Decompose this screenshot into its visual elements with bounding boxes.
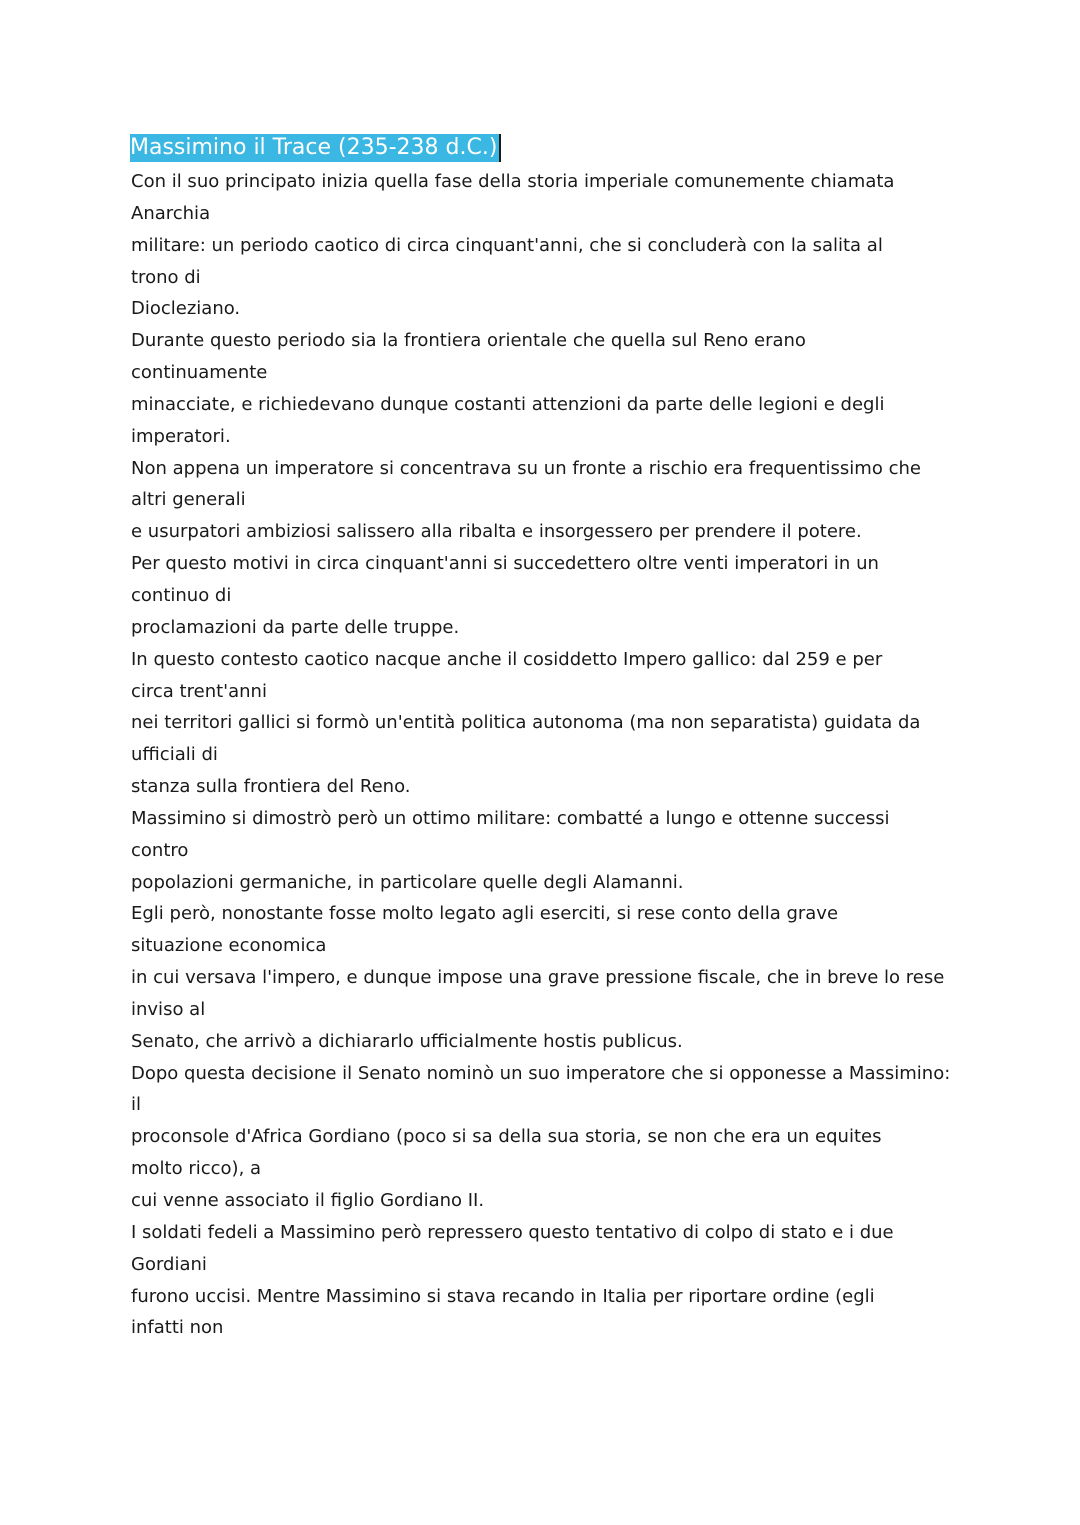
text-line: circa trent'anni — [131, 680, 267, 702]
text-line: molto ricco), a — [131, 1158, 262, 1180]
text-line: infatti non — [131, 1317, 224, 1339]
text-line: stanza sulla frontiera del Reno. — [131, 776, 411, 798]
text-line: il — [131, 1094, 142, 1116]
text-line: cui venne associato il figlio Gordiano II. — [131, 1190, 485, 1211]
text-line: Diocleziano. — [131, 298, 241, 320]
text-line: continuamente — [131, 362, 268, 384]
text-line: e usurpatori ambiziosi salissero alla ribalta e insorgessero per prendere il potere. — [131, 521, 862, 543]
text-line: trono di — [131, 266, 201, 288]
text-line: contro — [131, 839, 189, 861]
text-line: proclamazioni da parte delle truppe. — [131, 616, 460, 638]
text-line: inviso al — [131, 998, 206, 1020]
text-line: furono uccisi. Mentre Massimino si stava recando in Italia per riportare ordine (egli — [131, 1285, 875, 1307]
text-line: minacciate, e richiedevano dunque costanti attenzioni da parte delle legioni e degli — [131, 393, 885, 415]
page-title: Massimino il Trace (235-238 d.C.) — [130, 134, 501, 162]
text-line: Durante questo periodo sia la frontiera orientale che quella sul Reno erano — [131, 330, 806, 352]
text-line: Per questo motivi in circa cinquant'anni si succedettero oltre venti imperatori in un — [131, 553, 879, 575]
text-line: altri generali — [131, 489, 246, 511]
text-line: Senato, che arrivò a dichiararlo ufficialmente hostis publicus. — [131, 1030, 683, 1052]
text-line: proconsole d'Africa Gordiano (poco si sa della sua storia, se non che era un equites — [131, 1126, 882, 1148]
text-line: in cui versava l'impero, e dunque impose una grave pressione fiscale, che in breve lo rese — [131, 967, 945, 989]
text-line: Gordiani — [131, 1253, 207, 1275]
document-body — [131, 134, 971, 1344]
text-line: situazione economica — [131, 935, 327, 957]
text-line: Anarchia — [131, 202, 211, 224]
text-line: militare: un periodo caotico di circa cinquant'anni, che si concluderà con la salita al — [131, 234, 883, 256]
text-line: imperatori. — [131, 425, 231, 447]
text-line: ufficiali di — [131, 744, 218, 766]
text-line: Massimino si dimostrò però un ottimo militare: combatté a lungo e ottenne successi — [131, 807, 890, 829]
text-line: popolazioni germaniche, in particolare quelle degli Alamanni. — [131, 871, 684, 893]
paragraph-lines — [131, 166, 971, 1344]
text-line: I soldati fedeli a Massimino però repressero questo tentativo di colpo di stato e i due — [131, 1221, 894, 1243]
text-line: Non appena un imperatore si concentrava su un fronte a rischio era frequentissimo che — [131, 457, 921, 479]
text-line: Dopo questa decisione il Senato nominò un suo imperatore che si opponesse a Massimino: — [131, 1062, 951, 1084]
text-line: nei territori gallici si formò un'entità politica autonoma (ma non separatista) guidata da — [131, 712, 921, 734]
text-line: In questo contesto caotico nacque anche il cosiddetto Impero gallico: dal 259 e per — [131, 648, 883, 670]
text-line: Con il suo principato inizia quella fase della storia imperiale comunemente chiamata — [131, 171, 895, 192]
text-line: Egli però, nonostante fosse molto legato agli eserciti, si rese conto della grave — [131, 903, 839, 925]
text-line: continuo di — [131, 584, 232, 606]
